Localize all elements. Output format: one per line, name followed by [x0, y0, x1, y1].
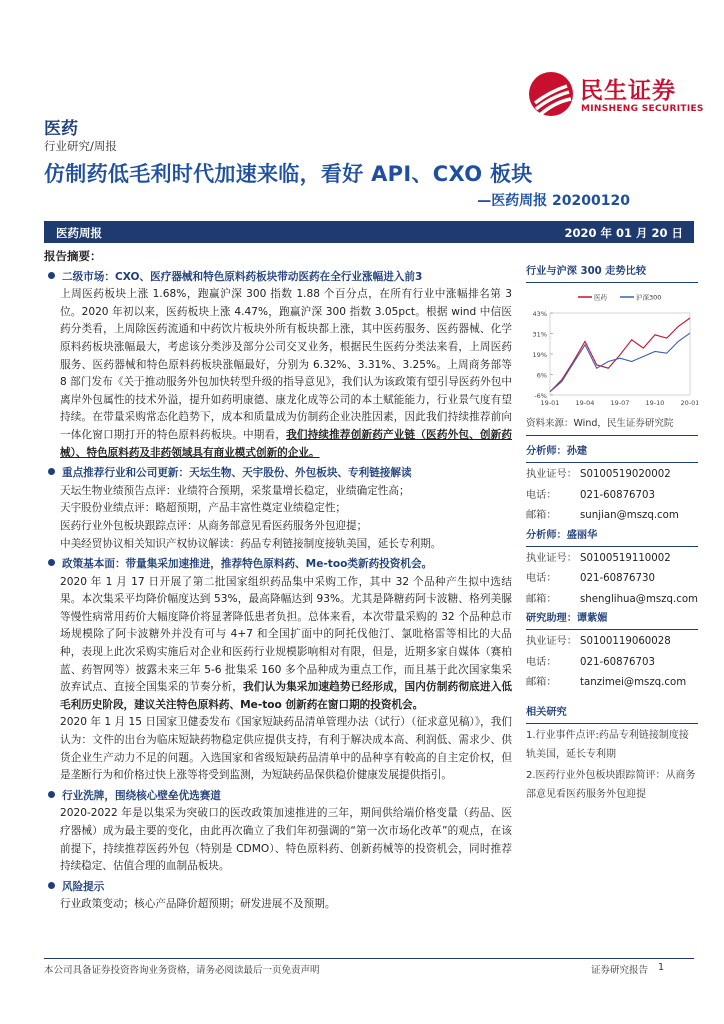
page-number: 1	[657, 962, 664, 973]
section-heading: 行业洗牌，围绕核心壁垒优选赛道	[44, 788, 512, 806]
analyst-field: 电话： 021-60876703	[526, 656, 655, 668]
x-tick-label: 19-07	[610, 399, 630, 407]
section-paragraph: 2020 年 1 月 17 日开展了第二批国家组织药品集中采购工作，其中 32 个品种产生拟中选结果。本次集采平均降价幅度达到 53%，最高降幅达到 93%。尤其是降糖药阿卡波糖、格列美脲等慢性病常用药价大幅度降价将显著降低患者负担。总体来看，本次带量采购的 32 个品种总市场规模除了阿卡波糖外并没有可与 4+7 和全国扩面中的阿托伐他汀、氯吡格雷等相比的大品种，表现上此次采购实施后对企业和医药行业规模影响相对有限，但是，近期多家自媒体（赛柏蓝、药智网等）披露未来三年 5-6 批集采 160 多个品种成为重点工作，而且基于此次国家集采放弃试点、直接全国集采的节奏分析，我们认为集采加速趋势已经形成，国内仿制药彻底进入低毛利历史阶段，建议关注特色原料药、Me-too 创新药在窗口期的投资机会。	[60, 575, 513, 711]
related-item[interactable]: 1.行业事件点评:药品专利链接制度接轨美国，延长专利期	[526, 729, 689, 760]
section-paragraph: 2020-2022 年是以集采为突破口的医改政策加速推进的三年，期间供给端价格变量（药品、医疗器械）成为最主要的变化，由此再次确立了我们年初强调的“第一次市场化改革”的观点，在该前提下，持续推荐医药外包（特别是 CDMO）、特色原料药、创新药械等的投资机会，同时推荐持续稳定、估值合理的血制品板块。	[60, 807, 512, 873]
brand-logo-icon	[527, 70, 575, 118]
summary-column	[44, 248, 512, 914]
brand-name-cn: 民生证券	[580, 78, 676, 104]
bar-series-name: 医药周报	[56, 226, 102, 240]
analyst-email[interactable]: 邮箱： shenglihua@mszq.com	[526, 593, 698, 605]
analyst-email[interactable]: 邮箱： sunjian@mszq.com	[526, 510, 679, 521]
y-tick-label: -6%	[534, 392, 547, 400]
x-tick-label: 19-10	[645, 399, 665, 407]
x-tick-label: 19-04	[575, 399, 595, 407]
footer-disclaimer: 本公司具备证券投资咨询业务资格，请务必阅读最后一页免责声明	[44, 965, 320, 976]
trend-chart-svg	[526, 285, 698, 413]
analyst-role: 分析师：孙建	[526, 443, 698, 463]
analyst-field: 执业证号： S0100519020002	[526, 469, 671, 480]
footer-doc-type: 证券研究报告	[590, 965, 648, 976]
section-heading: 二级市场：CXO、医疗器械和特色原料药板块带动医药在全行业涨幅进入前3	[44, 269, 512, 287]
y-tick-label: 43%	[532, 310, 547, 318]
analyst-field: 电话： 021-60876703	[526, 489, 655, 501]
industry-label: 医药	[44, 119, 78, 139]
bullet-icon	[48, 468, 55, 475]
x-tick-label: 20-01	[680, 399, 698, 407]
chart-heading: 行业与沪深 300 走势比较	[526, 263, 698, 283]
legend-label: 医药	[594, 293, 607, 302]
report-subtitle: —医药周报 20200120	[477, 193, 630, 209]
bullet-icon	[48, 272, 55, 279]
section-paragraph: 2020 年 1 月 15 日国家卫健委发布《国家短缺药品清单管理办法（试行）（征求意见稿）》，我们认为：文件的出台为临床短缺药物稳定供应提供支持，有利于解决成本高、利润低、需求少、供货企业生产动力不足的问题。入选国家和省级短缺药品清单中的品种享有較高的自主定价权，但是垄断行为和价格过快上涨等将受到监测，为短缺药品保供稳价健康发展提供指引。	[60, 716, 512, 782]
related-item[interactable]: 2.医药行业外包板块跟踪简评：从商务部意见看医药服务外包迎提	[526, 769, 696, 800]
report-type: 行业研究/周报	[44, 139, 117, 153]
footer-divider	[44, 958, 694, 959]
section-heading: 重点推荐行业和公司更新：天坛生物、天宇股份、外包板块、专利链接解读	[44, 465, 512, 483]
list-item: 中美经贸协议相关知识产权协议解读：药品专利链接制度接轨美国，延长专利期。	[60, 537, 442, 550]
bullet-icon	[48, 559, 55, 566]
bullet-icon	[48, 791, 55, 798]
y-tick-label: 31%	[532, 330, 547, 339]
trend-chart	[526, 285, 698, 413]
y-tick-label: 19%	[532, 351, 547, 359]
list-item: 天坛生物业绩预告点评：业绩符合预期，采浆量增长稳定，业绩确定性高；	[60, 484, 410, 497]
section-heading: 风险提示	[44, 879, 512, 897]
report-title: 仿制药低毛利时代加速来临，看好 API、CXO 板块	[44, 162, 533, 186]
analyst-field: 执业证号： S0100119060028	[526, 636, 671, 647]
related-heading: 相关研究	[526, 704, 698, 724]
legend-label: 沪深300	[636, 293, 662, 302]
series-line-0	[550, 318, 690, 392]
sidebar	[526, 263, 698, 804]
analyst-role: 分析师：盛丽华	[526, 527, 698, 547]
report-date: 2020 年 01 月 20 日	[564, 226, 683, 240]
analyst-field: 执业证号： S0100519110002	[526, 552, 671, 564]
y-tick-label: 6%	[536, 371, 547, 380]
bullet-icon	[48, 882, 55, 889]
analyst-email[interactable]: 邮箱： tanzimei@mszq.com	[526, 677, 687, 688]
brand-name-en: MINSHENG SECURITIES	[581, 104, 704, 114]
analyst-role: 研究助理：谭紫媚	[526, 610, 698, 630]
summary-label: 报告摘要：	[44, 249, 102, 263]
section-paragraph: 上周医药板块上涨 1.68%，跑赢沪深 300 指数 1.88 个百分点，在所有行业中涨幅排名第 3 位。2020 年初以来，医药板块上涨 4.47%，跑赢沪深 300 指数 3.05pct。根据 wind 中信医药分类看，上周除医药流通和中药饮片板块外所有板块都上涨，其中医药服务、医药器械、化学原料药板块涨幅最大，考虑该分类涉及部分公司交叉业务，根据民生医药分类法来看，上周医药服务、医药器械和特色原料药板块涨幅最好，分别为 6.32%、3.31%、3.25%。上周商务部等 8 部门发布《关于推动服务外包加快转型升级的指导意见》，我们认为该政策有望引导医药外包中离岸外包属性的技术外溢，提升如药明康德、康龙化成等公司的本土赋能能力，行业景气度有望持续。在带量采购常态化趋势下，成本和质量成为仿制药企业决胜因素，因此我们持续推荐前向一体化窗口期打开的特色原料药板块。中期看，我们持续推荐创新药产业链（医药外包、创新药械）、特色原料药及非药领域具有商业模式创新的企业。	[60, 288, 513, 459]
series-line-1	[550, 333, 690, 392]
list-item: 行业政策变动；核心产品降价超预期；研发进展不及预期。	[60, 898, 336, 911]
x-tick-label: 19-01	[540, 399, 560, 407]
section-heading: 政策基本面：带量集采加速推进，推荐特色原料药、Me-too类新药投资机会。	[44, 556, 512, 574]
list-item: 医药行业外包板块跟踪点评：从商务部意见看医药服务外包迎提；	[60, 519, 368, 532]
analyst-field: 电话： 021-60876730	[526, 573, 655, 584]
list-item: 天宇股份业绩点评：略超预期，产品丰富性奠定业绩稳定性；	[60, 502, 347, 515]
chart-source: 资料来源：Wind，民生证券研究院	[526, 413, 698, 436]
